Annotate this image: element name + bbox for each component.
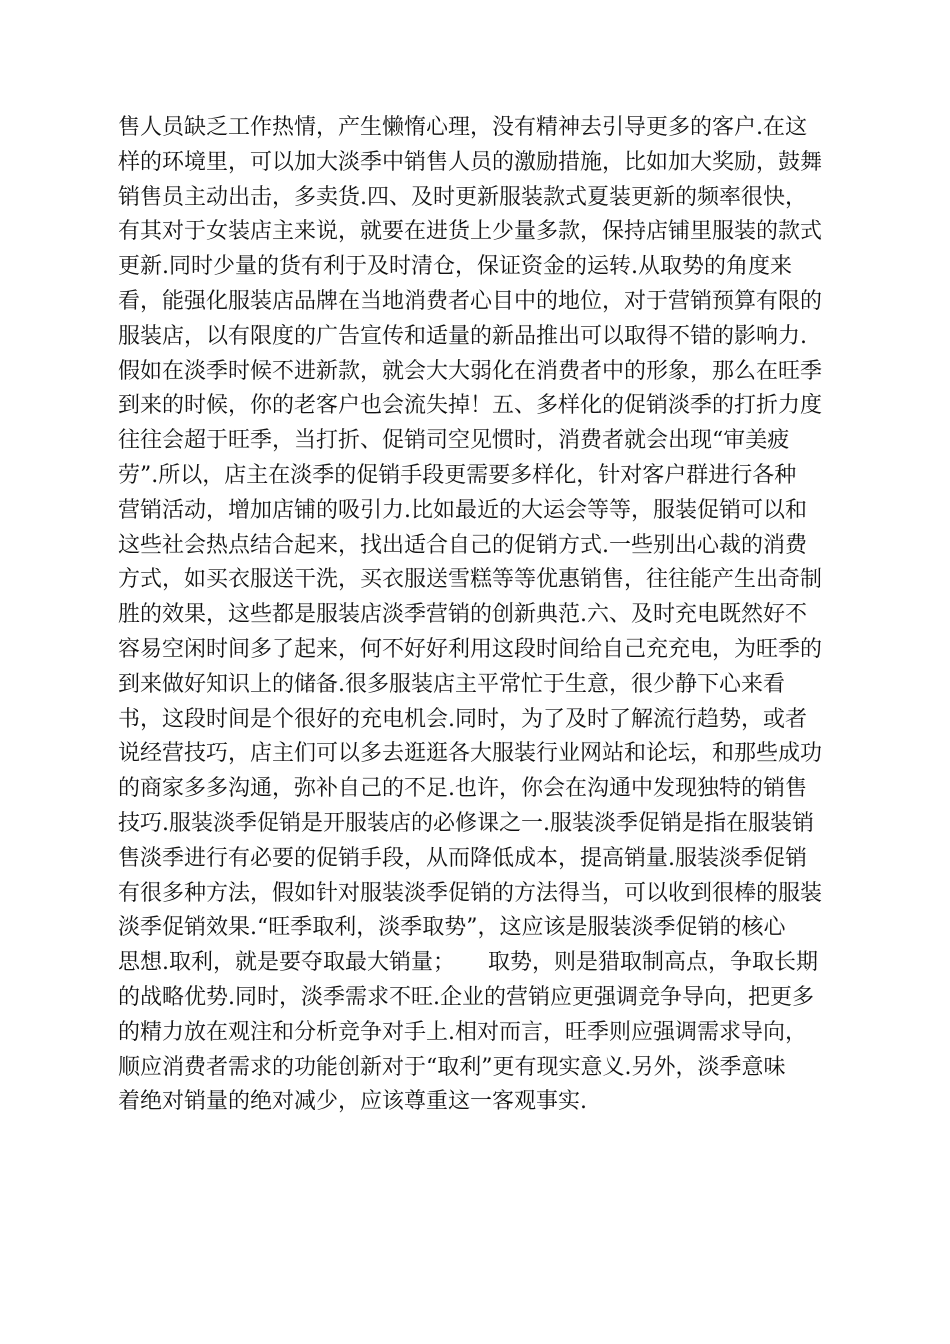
text-line: 的精力放在观注和分析竞争对手上.相对而言，旺季则应强调需求导向，: [118, 1019, 807, 1045]
text-line: 有很多种方法，假如针对服装淡季促销的方法得当，可以收到很棒的服装: [118, 880, 823, 906]
text-line: 容易空闲时间多了起来，何不好好利用这段时间给自己充充电，为旺季的: [118, 636, 823, 662]
text-line: 看，能强化服装店品牌在当地消费者心目中的地位，对于营销预算有限的: [118, 288, 823, 314]
text-line: 样的环境里，可以加大淡季中销售人员的激励措施，比如加大奖励，鼓舞: [118, 149, 823, 175]
body-text: [118, 111, 838, 1120]
text-line: 书，这段时间是个很好的充电机会.同时，为了及时了解流行趋势，或者: [118, 706, 807, 732]
text-line: 销售员主动出击，多卖货.四、及时更新服装款式夏装更新的频率很快，: [118, 184, 807, 210]
text-line: 思想.取利，就是要夺取最大销量； 取势，则是猎取制高点，争取长期: [118, 950, 818, 976]
text-line: 到来的时候，你的老客户也会流失掉！五、多样化的促销淡季的打折力度: [118, 393, 823, 419]
text-line: 胜的效果，这些都是服装店淡季营销的创新典范.六、及时充电既然好不: [118, 602, 807, 628]
text-line: 这些社会热点结合起来，找出适合自己的促销方式.一些别出心裁的消费: [118, 532, 807, 558]
text-line: 往往会超于旺季，当打折、促销司空见惯时，消费者就会出现“审美疲: [118, 428, 790, 454]
text-line: 有其对于女装店主来说，就要在进货上少量多款，保持店铺里服装的款式: [118, 219, 823, 245]
text-line: 售人员缺乏工作热情，产生懒惰心理，没有精神去引导更多的客户.在这: [118, 115, 807, 140]
text-line: 说经营技巧，店主们可以多去逛逛各大服装行业网站和论坛，和那些成功: [118, 741, 823, 767]
text-line: 技巧.服装淡季促销是开服装店的必修课之一.服装淡季促销是指在服装销: [118, 810, 814, 836]
text-line: 的战略优势.同时，淡季需求不旺.企业的营销应更强调竞争导向，把更多: [118, 984, 814, 1010]
text-line: 顺应消费者需求的功能创新对于“取利”更有现实意义.另外，淡季意味: [118, 1054, 786, 1080]
text-line: 到来做好知识上的储备.很多服装店主平常忙于生意，很少静下心来看: [118, 671, 785, 697]
text-line: 营销活动，增加店铺的吸引力.比如最近的大运会等等，服装促销可以和: [118, 497, 807, 523]
text-line: 方式，如买衣服送干洗，买衣服送雪糕等等优惠销售，往往能产生出奇制: [118, 567, 823, 593]
text-line: 服装店，以有限度的广告宣传和适量的新品推出可以取得不错的影响力.: [118, 323, 807, 349]
text-line: 的商家多多沟通，弥补自己的不足.也许，你会在沟通中发现独特的销售: [118, 776, 807, 802]
text-line: 劳”.所以，店主在淡季的促销手段更需要多样化，针对客户群进行各种: [118, 462, 797, 488]
text-line: 假如在淡季时候不进新款，就会大大弱化在消费者中的形象，那么在旺季: [118, 358, 823, 384]
text-line: 售淡季进行有必要的促销手段，从而降低成本，提高销量.服装淡季促销: [118, 845, 807, 871]
text-line: 更新.同时少量的货有利于及时清仓，保证资金的运转.从取势的角度来: [118, 254, 792, 280]
text-line: 着绝对销量的绝对减少，应该尊重这一客观事实.: [118, 1089, 587, 1115]
text-line: 淡季促销效果.“旺季取利，淡季取势”，这应该是服装淡季促销的核心: [118, 915, 786, 941]
